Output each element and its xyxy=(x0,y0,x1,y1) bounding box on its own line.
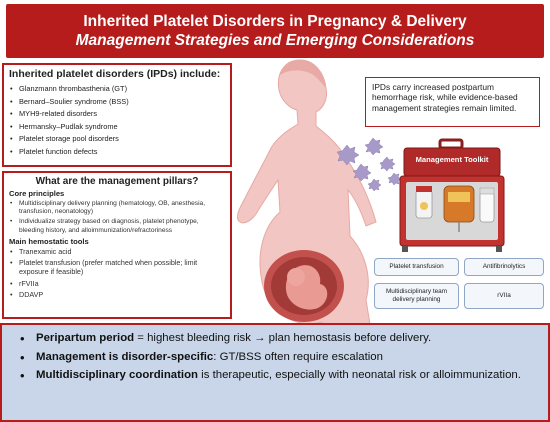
toolkit-option-rviia: rVIIa xyxy=(464,283,544,309)
subtitle: Management Strategies and Emerging Considerations xyxy=(75,32,475,49)
ipd-panel xyxy=(2,63,232,167)
fetus-illustration xyxy=(264,250,344,322)
toolkit-option-antifibrinolytics: Antifibrinolytics xyxy=(464,258,544,276)
list-item xyxy=(14,369,538,383)
list-item: • Platelet storage pool disorders xyxy=(9,133,225,146)
takeaway-emphasis: Management is disorder-specific xyxy=(36,350,214,363)
list-item xyxy=(14,332,538,346)
list-item: • Glanzmann thrombasthenia (GT) xyxy=(9,83,225,96)
pill-bottle-icon xyxy=(480,188,494,222)
main-title: Inherited Platelet Disorders in Pregnancy & Delivery xyxy=(83,13,467,30)
takeaway-emphasis: Multidisciplinary coordination xyxy=(36,369,199,382)
toolkit-label: Management Toolkit xyxy=(415,155,489,164)
hemostatic-tools-list xyxy=(9,248,225,300)
list-item xyxy=(14,351,538,365)
ipd-list xyxy=(9,83,225,159)
list-item: • Multidisciplinary delivery planning (hematology, OB, anesthesia, transfusion, neonatology) xyxy=(9,200,225,216)
management-panel-title: What are the management pillars? xyxy=(35,176,199,187)
list-item: • Hermansky–Pudlak syndrome xyxy=(9,121,225,134)
toolkit-option-platelet-transfusion: Platelet transfusion xyxy=(374,258,459,276)
takeaway-text: : GT/BSS often require escalation xyxy=(213,350,383,363)
vial-icon xyxy=(416,186,432,218)
list-item: • DDAVP xyxy=(9,291,225,300)
list-item: • rFVIIa xyxy=(9,280,225,289)
core-principles-list xyxy=(9,200,225,235)
takeaway-emphasis: Peripartum period xyxy=(36,332,135,344)
list-item: • Tranexamic acid xyxy=(9,248,225,257)
list-item: • Bernard–Soulier syndrome (BSS) xyxy=(9,96,225,109)
list-item: • Platelet transfusion (prefer matched when possible; limit exposure if feasible) xyxy=(9,259,225,276)
key-takeaways-list xyxy=(14,332,538,383)
list-item: • MYH9-related disorders xyxy=(9,108,225,121)
list-item: • Platelet function defects xyxy=(9,146,225,159)
management-panel xyxy=(2,171,232,319)
takeaway-text: is therapeutic, especially with neonatal risk or alloimmunization. xyxy=(198,369,521,382)
list-item: • Individualize strategy based on diagnosis, platelet phenotype, bleeding history, and alloimmunization/refractoriness xyxy=(9,218,225,234)
risk-note: IPDs carry increased postpartum hemorrhage risk, while evidence-based management strategies remain limited. xyxy=(365,77,540,127)
toolkit-option-multidisciplinary-team: Multidisciplinary team delivery planning xyxy=(374,283,459,309)
core-principles-label: Core principles xyxy=(9,189,65,198)
takeaway-text: = highest bleeding risk → plan hemostasis before delivery. xyxy=(134,332,432,344)
ipd-panel-title: Inherited platelet disorders (IPDs) include: xyxy=(9,68,221,80)
hemostatic-tools-label: Main hemostatic tools xyxy=(9,236,89,246)
key-takeaways-panel xyxy=(0,323,550,422)
